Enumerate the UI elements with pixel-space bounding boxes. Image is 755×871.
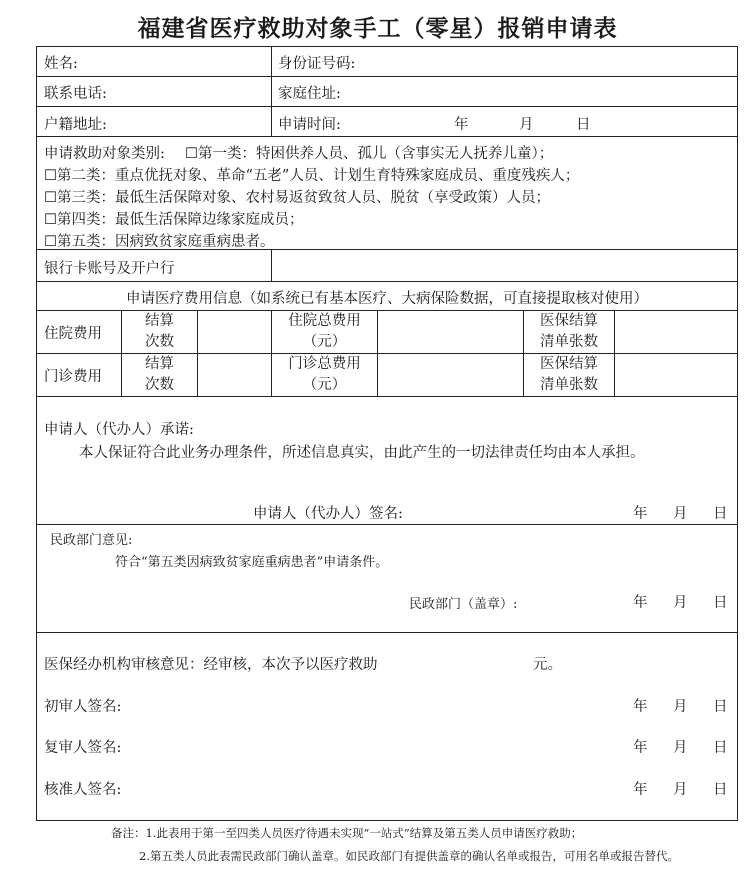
final-approver-label: 核准人签名: (44, 782, 122, 798)
civil-date-month: 月 (673, 595, 688, 611)
outpatient-label: 门诊费用 (44, 369, 102, 385)
applicant-sign-month: 月 (673, 506, 688, 522)
final-approve-year: 年 (633, 782, 648, 798)
category-item-2: ☐第二类：重点优抚对象、革命“五老”人员、计划生育特殊家庭成员、重度残疾人； (44, 168, 580, 184)
phone-label: 联系电话: (44, 86, 107, 102)
footnote-1: 备注：1.此表用于第一至四类人员医疗待遇未实现“一站式”结算及第五类人员申请医疗救助； (111, 826, 583, 840)
row-medical-heading (37, 282, 737, 311)
civil-opinion-heading: 民政部门意见: (50, 533, 133, 548)
applicant-sign-year: 年 (633, 506, 648, 522)
second-review-month: 月 (673, 740, 688, 756)
id-number-label: 身份证号码: (278, 56, 356, 72)
apply-date-month: 月 (519, 117, 534, 133)
row-inpatient (37, 311, 737, 354)
review-opinion-text: 医保经办机构审核意见：经审核，本次予以医疗救助 (44, 657, 378, 673)
category-item-3: ☐第三类：最低生活保障对象、农村易返贫致贫人员、脱贫（享受政策）人员； (44, 190, 550, 206)
inpatient-settle-count-label: 结算 次数 (145, 313, 174, 350)
pledge-heading: 申请人（代办人）承诺: (44, 422, 194, 438)
inpatient-total-label: 住院总费用 （元） (288, 313, 361, 350)
second-review-year: 年 (633, 740, 648, 756)
category-item-1: ☐第一类：特困供养人员、孤儿（含事实无人抚养儿童）； (185, 146, 554, 162)
category-item-4: ☐第四类：最低生活保障边缘家庭成员； (44, 212, 304, 228)
civil-stamp-label: 民政部门（盖章）: (409, 597, 518, 612)
footnote-2: 2.第五类人员此表需民政部门确认盖章。如民政部门有提供盖章的确认名单或报告，可用名单或报告替代。 (139, 849, 679, 863)
row-phone-address (37, 77, 737, 107)
form-title: 福建省医疗救助对象手工（零星）报销申请表 (137, 15, 618, 42)
row-outpatient (37, 354, 737, 397)
apply-date-day: 日 (576, 117, 591, 133)
name-label: 姓名: (44, 56, 78, 72)
application-form (36, 46, 738, 821)
inpatient-sheets-label: 医保结算 清单张数 (540, 313, 598, 350)
category-item-5: ☐第五类：因病致贫家庭重病患者。 (44, 234, 275, 250)
bank-account-label: 银行卡账号及开户行 (44, 261, 175, 277)
civil-date-year: 年 (633, 595, 648, 611)
civil-date-day: 日 (713, 595, 728, 611)
apply-date-year: 年 (454, 117, 469, 133)
row-pledge (37, 397, 737, 525)
row-categories (37, 137, 737, 250)
category-heading: 申请救助对象类别: (44, 146, 165, 162)
home-address-label: 家庭住址: (278, 86, 341, 102)
first-reviewer-label: 初审人签名: (44, 699, 122, 715)
outpatient-sheets-label: 医保结算 清单张数 (540, 356, 598, 393)
apply-date-label: 申请时间: (278, 117, 341, 133)
pledge-text: 本人保证符合此业务办理条件，所述信息真实，由此产生的一切法律责任均由本人承担。 (79, 445, 645, 461)
inpatient-label: 住院费用 (44, 326, 102, 342)
first-review-month: 月 (673, 699, 688, 715)
outpatient-total-label: 门诊总费用 （元） (288, 356, 361, 393)
row-civil-affairs (37, 525, 737, 633)
second-review-day: 日 (713, 740, 728, 756)
row-hukou-date (37, 107, 737, 137)
civil-opinion-text: 符合“第五类因病致贫家庭重病患者”申请条件。 (115, 555, 389, 570)
row-insurance-review (37, 633, 737, 820)
first-review-day: 日 (713, 699, 728, 715)
hukou-address-label: 户籍地址: (44, 117, 107, 133)
applicant-sign-label: 申请人（代办人）签名: (253, 506, 403, 522)
final-approve-day: 日 (713, 782, 728, 798)
first-review-year: 年 (633, 699, 648, 715)
outpatient-settle-count-label: 结算 次数 (145, 356, 174, 393)
row-bank (37, 250, 737, 282)
medical-info-heading: 申请医疗费用信息（如系统已有基本医疗、大病保险数据，可直接提取核对使用） (126, 291, 648, 307)
second-reviewer-label: 复审人签名: (44, 740, 122, 756)
row-name-id (37, 47, 737, 77)
review-opinion-unit: 元。 (533, 657, 562, 673)
applicant-sign-day: 日 (713, 506, 728, 522)
final-approve-month: 月 (673, 782, 688, 798)
